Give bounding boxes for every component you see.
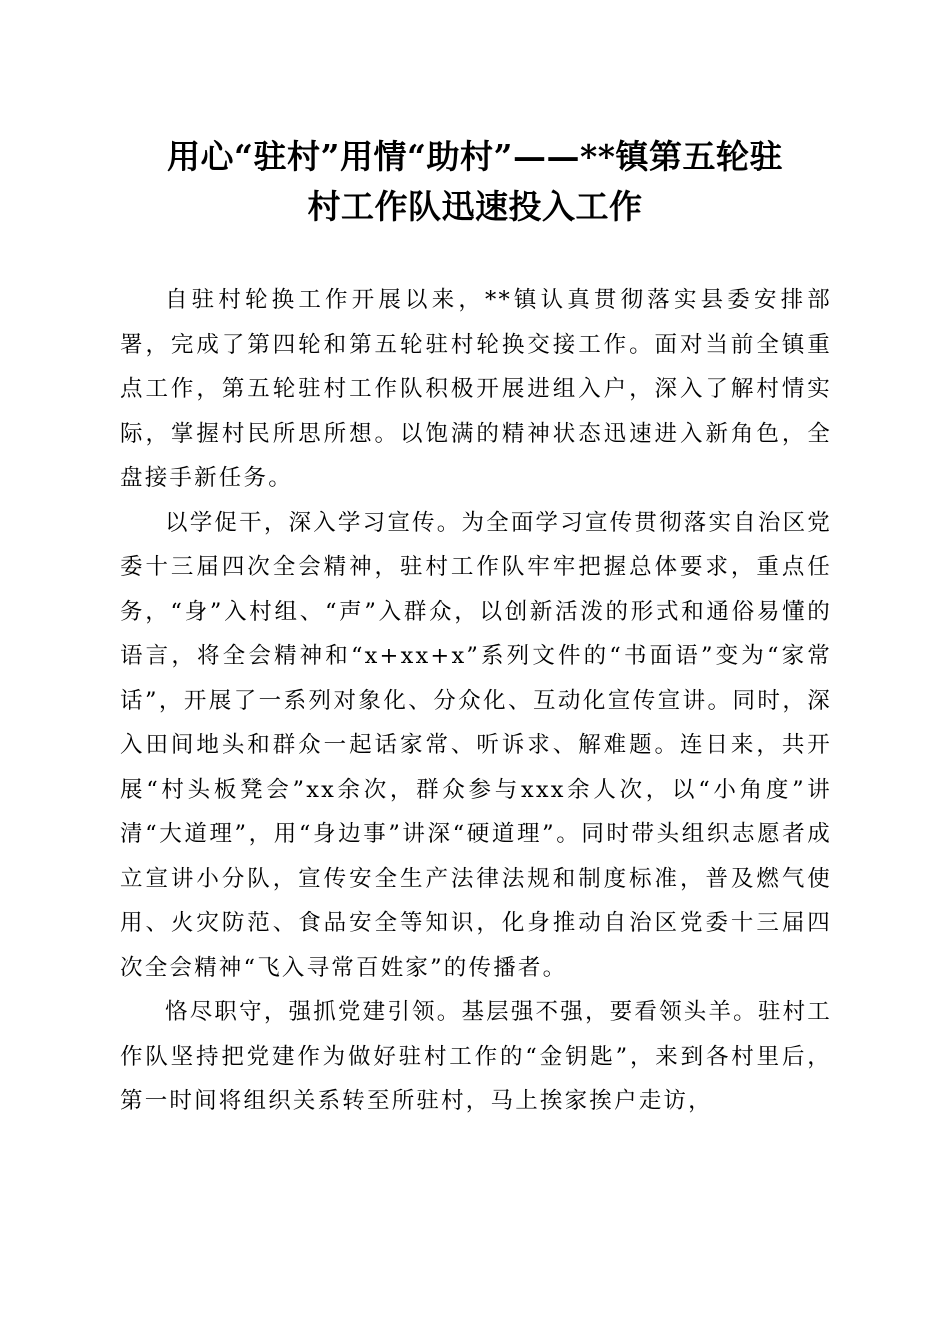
- document-title: [100, 132, 850, 232]
- document-body: [120, 278, 832, 1124]
- paragraph-study-promotion: 以学促干，深入学习宣传。为全面学习宣传贯彻落实自治区党委十三届四次全会精神，驻村工作队牢牢把握总体要求，重点任务，“身”入村组、“声”入群众，以创新活泼的形式和通俗易懂的语言，将全会精神和“x+xx+x”系列文件的“书面语”变为“家常话”，开展了一系列对象化、分众化、互动化宣传宣讲。同时，深入田间地头和群众一起话家常、听诉求、解难题。连日来，共开展“村头板凳会”xx余次，群众参与xxx余人次，以“小角度”讲清“大道理”，用“身边事”讲深“硬道理”。同时带头组织志愿者成立宣讲小分队，宣传安全生产法律法规和制度标准，普及燃气使用、火灾防范、食品安全等知识，化身推动自治区党委十三届四次全会精神“飞入寻常百姓家”的传播者。: [120, 509, 832, 981]
- title-line-1: 用心“驻村”用情“助村”——**镇第五轮驻: [167, 137, 783, 176]
- paragraph-party-building: 恪尽职守，强抓党建引领。基层强不强，要看领头羊。驻村工作队坚持把党建作为做好驻村工作的“金钥匙”，来到各村里后，第一时间将组织关系转至所驻村，马上挨家挨户走访，: [120, 999, 832, 1114]
- paragraph-intro: 自驻村轮换工作开展以来，**镇认真贯彻落实县委安排部署，完成了第四轮和第五轮驻村轮换交接工作。面对当前全镇重点工作，第五轮驻村工作队积极开展进组入户，深入了解村情实际，掌握村民所思所想。以饱满的精神状态迅速进入新角色，全盘接手新任务。: [120, 287, 832, 491]
- title-line-2: 村工作队迅速投入工作: [307, 187, 643, 226]
